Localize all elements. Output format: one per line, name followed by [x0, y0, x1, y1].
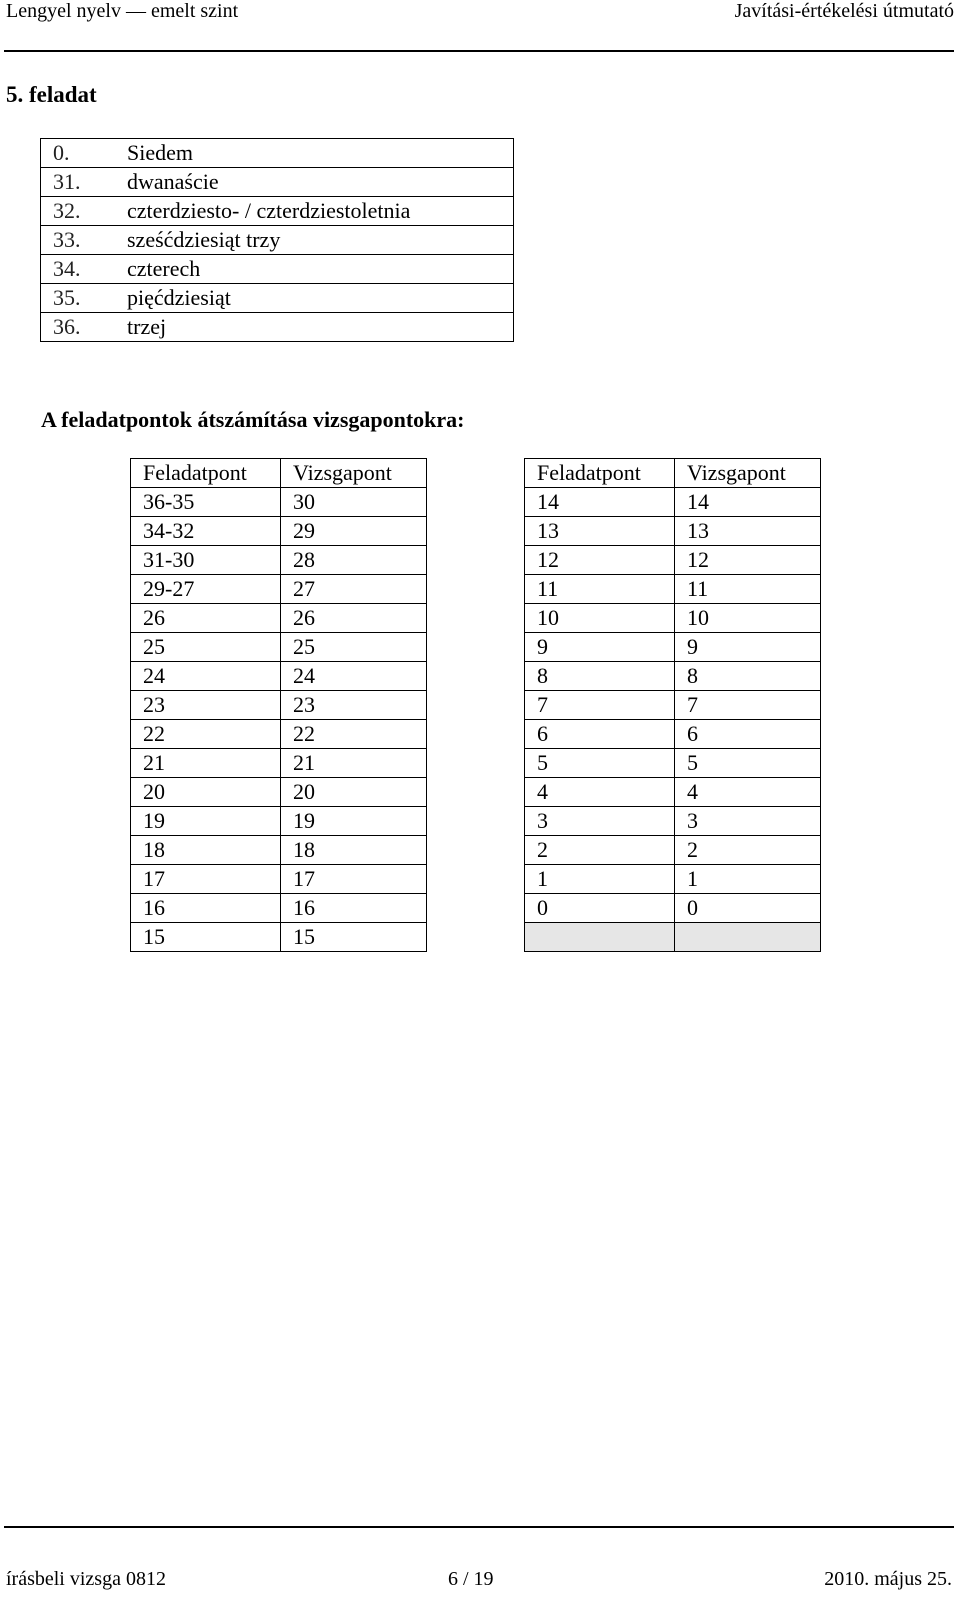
answer-number: 34. — [41, 255, 114, 284]
conversion-row — [525, 575, 821, 604]
task-points-cell: 21 — [131, 749, 281, 778]
exam-points-cell: 16 — [281, 894, 427, 923]
answer-text: dwanaście — [113, 168, 514, 197]
conversion-row — [131, 894, 427, 923]
conversion-row — [131, 517, 427, 546]
conversion-table-right — [524, 458, 821, 952]
exam-points-cell: 19 — [281, 807, 427, 836]
conversion-row — [525, 778, 821, 807]
exam-points-cell: 24 — [281, 662, 427, 691]
header-divider — [4, 50, 954, 52]
conversion-row — [131, 488, 427, 517]
task-points-cell: 8 — [525, 662, 675, 691]
conversion-row — [525, 662, 821, 691]
footer-date: 2010. május 25. — [824, 1568, 952, 1590]
exam-points-cell: 10 — [675, 604, 821, 633]
conversion-heading: A feladatpontok átszámítása vizsgapontokra: — [41, 407, 465, 432]
answer-text: czterech — [113, 255, 514, 284]
task-points-cell: 4 — [525, 778, 675, 807]
answer-row — [41, 197, 514, 226]
column-header-feladatpont: Feladatpont — [525, 459, 675, 488]
task-points-cell: 25 — [131, 633, 281, 662]
answer-number: 35. — [41, 284, 114, 313]
task-points-cell: 20 — [131, 778, 281, 807]
footer-divider — [4, 1526, 954, 1528]
conversion-row — [131, 633, 427, 662]
exam-points-cell: 25 — [281, 633, 427, 662]
conversion-row — [131, 720, 427, 749]
task-points-cell: 5 — [525, 749, 675, 778]
exam-points-cell: 4 — [675, 778, 821, 807]
exam-points-cell: 21 — [281, 749, 427, 778]
answer-row — [41, 226, 514, 255]
conversion-row — [525, 691, 821, 720]
exam-points-cell: 8 — [675, 662, 821, 691]
answer-number: 36. — [41, 313, 114, 342]
conversion-row — [525, 633, 821, 662]
task-points-cell: 7 — [525, 691, 675, 720]
conversion-row — [525, 517, 821, 546]
task-points-cell: 9 — [525, 633, 675, 662]
page-footer — [6, 1564, 952, 1594]
exam-points-cell: 17 — [281, 865, 427, 894]
exam-points-cell: 30 — [281, 488, 427, 517]
task-points-cell: 13 — [525, 517, 675, 546]
conversion-row — [131, 749, 427, 778]
answer-number: 31. — [41, 168, 114, 197]
task-points-cell: 16 — [131, 894, 281, 923]
conversion-table-left — [130, 458, 427, 952]
answer-row — [41, 168, 514, 197]
task-points-cell: 18 — [131, 836, 281, 865]
task-points-cell: 34-32 — [131, 517, 281, 546]
task-points-cell: 24 — [131, 662, 281, 691]
exam-points-cell: 11 — [675, 575, 821, 604]
conversion-row — [525, 865, 821, 894]
task-points-cell: 11 — [525, 575, 675, 604]
exam-points-cell: 6 — [675, 720, 821, 749]
exam-points-cell: 20 — [281, 778, 427, 807]
conversion-row — [525, 749, 821, 778]
answer-row — [41, 284, 514, 313]
conversion-row — [131, 691, 427, 720]
exam-points-cell: 0 — [675, 894, 821, 923]
task-points-cell: 15 — [131, 923, 281, 952]
answer-number: 32. — [41, 197, 114, 226]
conversion-row — [525, 488, 821, 517]
exam-points-cell: 12 — [675, 546, 821, 575]
exam-points-cell: 2 — [675, 836, 821, 865]
conversion-row — [525, 807, 821, 836]
exam-points-cell: 27 — [281, 575, 427, 604]
exam-points-cell — [675, 923, 821, 952]
conversion-row — [131, 575, 427, 604]
task-points-cell: 1 — [525, 865, 675, 894]
conversion-row — [525, 923, 821, 952]
task-points-cell: 26 — [131, 604, 281, 633]
exam-points-cell: 13 — [675, 517, 821, 546]
answer-number: 0. — [41, 139, 114, 168]
task-points-cell: 12 — [525, 546, 675, 575]
footer-page-number: 6 / 19 — [448, 1568, 494, 1590]
answer-row — [41, 313, 514, 342]
conversion-row — [525, 720, 821, 749]
exam-points-cell: 28 — [281, 546, 427, 575]
column-header-vizsgapont: Vizsgapont — [675, 459, 821, 488]
exam-points-cell: 15 — [281, 923, 427, 952]
task-points-cell: 31-30 — [131, 546, 281, 575]
exam-points-cell: 26 — [281, 604, 427, 633]
conversion-row — [131, 923, 427, 952]
exam-points-cell: 7 — [675, 691, 821, 720]
answer-text: czterdziesto- / czterdziestoletnia — [113, 197, 514, 226]
section-title: 5. feladat — [6, 82, 97, 107]
conversion-row — [525, 836, 821, 865]
page-header — [6, 0, 954, 30]
task-points-cell: 10 — [525, 604, 675, 633]
conversion-row — [131, 778, 427, 807]
task-points-cell: 2 — [525, 836, 675, 865]
task-points-cell: 22 — [131, 720, 281, 749]
conversion-row — [131, 546, 427, 575]
conversion-row — [131, 807, 427, 836]
task-points-cell: 17 — [131, 865, 281, 894]
conversion-row — [131, 662, 427, 691]
conversion-header-row — [525, 459, 821, 488]
column-header-feladatpont: Feladatpont — [131, 459, 281, 488]
conversion-row — [131, 865, 427, 894]
exam-points-cell: 18 — [281, 836, 427, 865]
answer-text: pięćdziesiąt — [113, 284, 514, 313]
task-points-cell — [525, 923, 675, 952]
answer-number: 33. — [41, 226, 114, 255]
footer-exam-code: írásbeli vizsga 0812 — [6, 1568, 166, 1590]
task-points-cell: 36-35 — [131, 488, 281, 517]
exam-points-cell: 3 — [675, 807, 821, 836]
task-points-cell: 29-27 — [131, 575, 281, 604]
header-document-type: Javítási-értékelési útmutató — [734, 0, 954, 22]
task-points-cell: 14 — [525, 488, 675, 517]
answer-text: Siedem — [113, 139, 514, 168]
conversion-header-row — [131, 459, 427, 488]
conversion-row — [131, 836, 427, 865]
task-points-cell: 3 — [525, 807, 675, 836]
conversion-row — [525, 894, 821, 923]
conversion-row — [131, 604, 427, 633]
column-header-vizsgapont: Vizsgapont — [281, 459, 427, 488]
conversion-row — [525, 604, 821, 633]
answer-key-table — [40, 138, 514, 342]
exam-points-cell: 23 — [281, 691, 427, 720]
task-points-cell: 0 — [525, 894, 675, 923]
answer-text: sześćdziesiąt trzy — [113, 226, 514, 255]
answer-row — [41, 255, 514, 284]
header-subject: Lengyel nyelv — emelt szint — [6, 0, 239, 22]
answer-row — [41, 139, 514, 168]
task-points-cell: 6 — [525, 720, 675, 749]
conversion-row — [525, 546, 821, 575]
exam-points-cell: 9 — [675, 633, 821, 662]
exam-points-cell: 29 — [281, 517, 427, 546]
task-points-cell: 23 — [131, 691, 281, 720]
answer-text: trzej — [113, 313, 514, 342]
exam-points-cell: 1 — [675, 865, 821, 894]
exam-points-cell: 5 — [675, 749, 821, 778]
exam-points-cell: 14 — [675, 488, 821, 517]
task-points-cell: 19 — [131, 807, 281, 836]
exam-points-cell: 22 — [281, 720, 427, 749]
